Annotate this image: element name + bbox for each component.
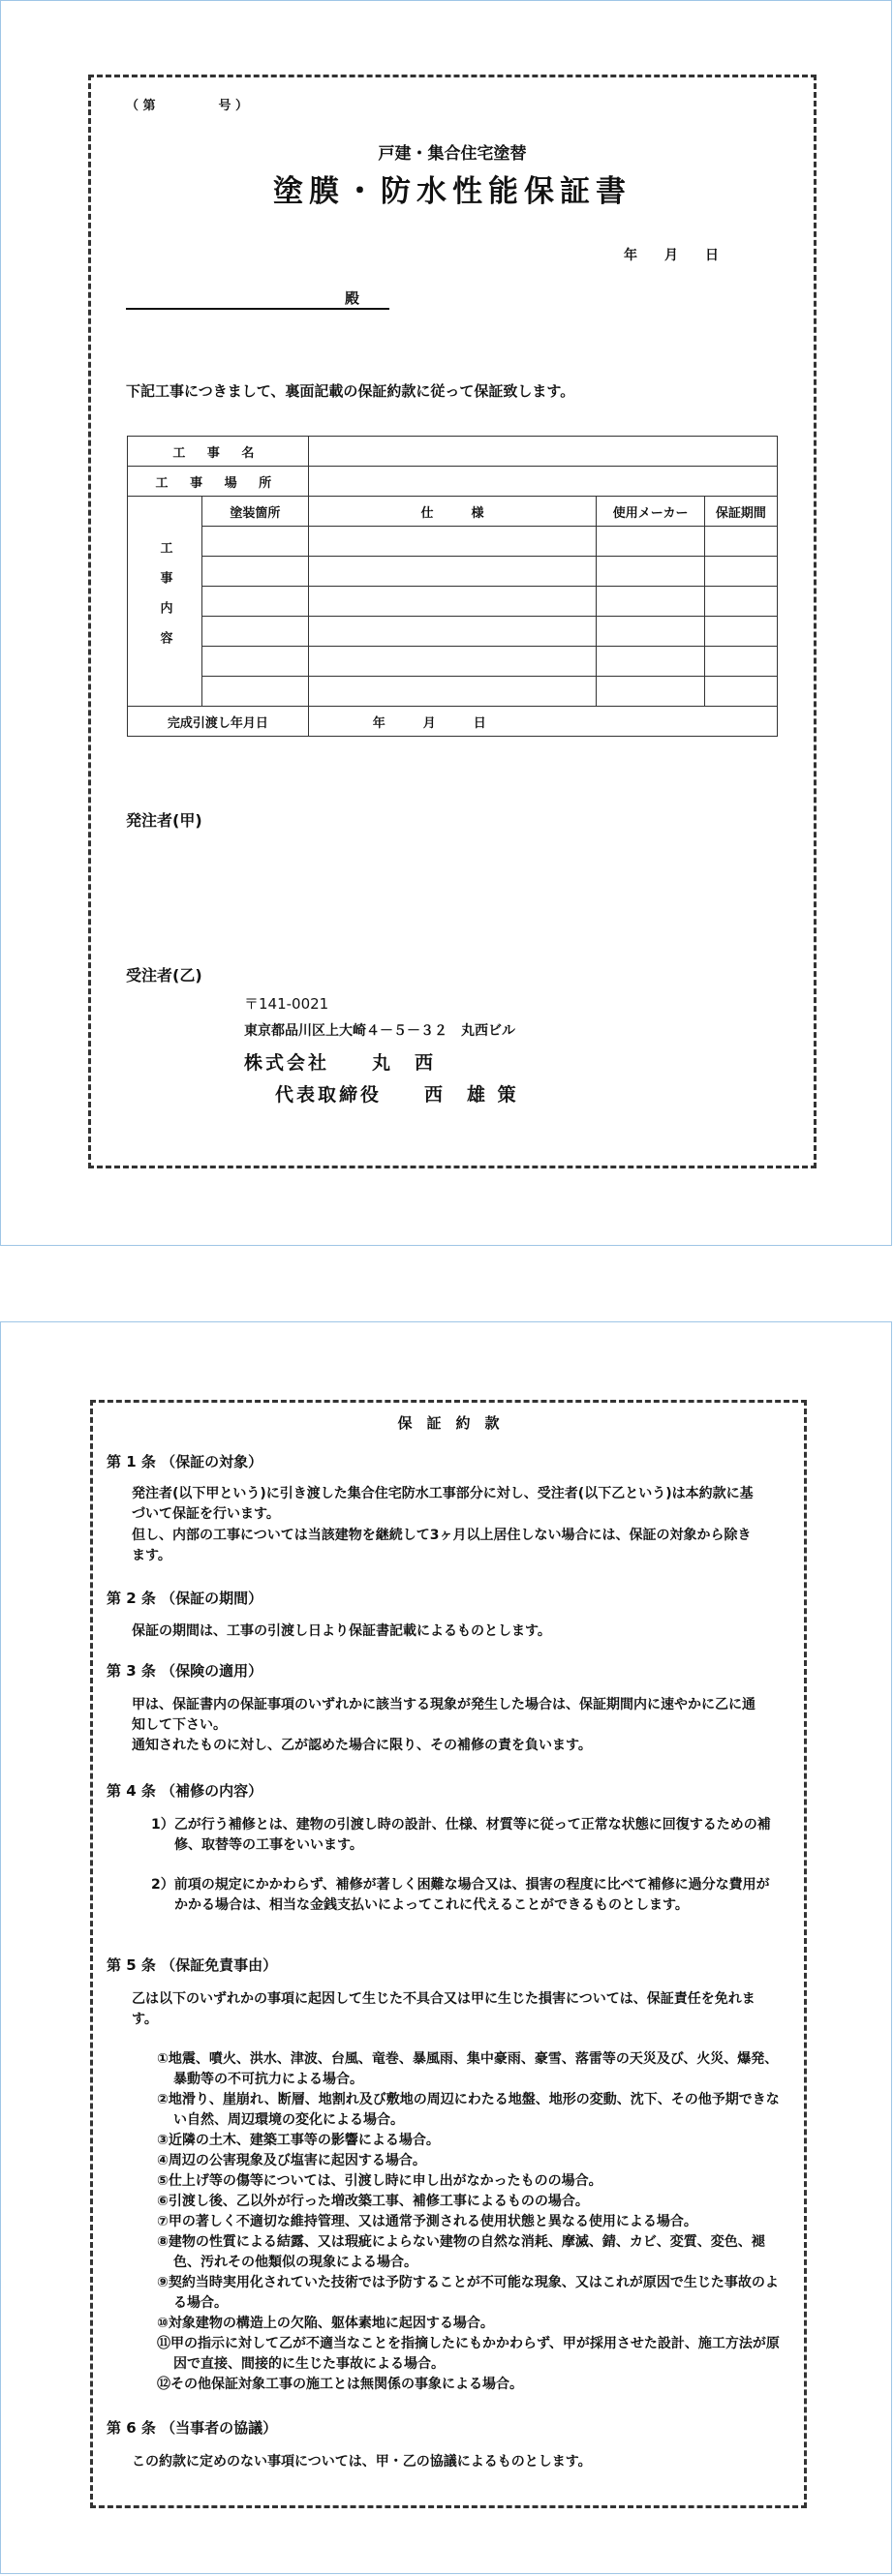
warranty-certificate-page	[0, 0, 892, 1246]
project-location-label: 工 事 場 所	[128, 467, 309, 497]
article-5-item-8: ⑧建物の性質による結露、又は瑕疵によらない建物の自然な消耗、摩滅、錆、カビ、変質、変色、褪色、汚れその他類似の現象による場合。	[157, 2234, 765, 2270]
article-5-item-9: ⑨契約当時実用化されていた技術では予防することが不可能な現象、又はこれが原因で生じた事故のよる場合。	[157, 2275, 779, 2311]
company-address: 東京都品川区上大崎４－５－３２ 丸西ビル	[244, 1023, 515, 1039]
company-name: 株式会社 丸 西	[244, 1052, 437, 1074]
article-5-item-10: ⑩対象建物の構造上の欠陥、躯体素地に起因する場合。	[157, 2316, 494, 2331]
certificate-number: （ 第 号 ）	[126, 99, 249, 113]
article-5-item-4: ④周辺の公害現象及び塩害に起因する場合。	[157, 2153, 426, 2168]
addressee-line	[126, 308, 389, 310]
article-1-para-1: 発注者(以下甲という)に引き渡した集合住宅防水工事部分に対し、受注者(以下乙という)は本約款に基づいて保証を行います。	[132, 1486, 754, 1522]
project-location-field	[308, 467, 777, 497]
postal-code: 〒141-0021	[244, 995, 329, 1013]
article-5-item-5: ⑤仕上げ等の傷等については、引渡し時に申し出がなかったものの場合。	[157, 2173, 602, 2189]
article-5-item-11: ⑪甲の指示に対して乙が不適当なことを指摘したにもかかわらず、甲が採用させた設計、施工方法が原因で直接、間接的に生じた事故による場合。	[157, 2336, 780, 2372]
article-5-item-1: ①地震、噴火、洪水、津波、台風、竜巻、暴風雨、集中豪雨、豪雪、落雷等の天災及び、火災、爆発、暴動等の不可抗力による場合。	[157, 2051, 779, 2087]
representative-name: 代表取締役 西 雄 策	[275, 1084, 519, 1106]
article-5-item-2: ②地滑り、崖崩れ、断層、地割れ及び敷地の周辺にわたる地盤、地形の変動、沈下、その他予期できない自然、周辺環境の変化による場合。	[157, 2092, 780, 2128]
project-name-field	[308, 437, 777, 467]
article-3-heading: 第 3 条 （保険の適用）	[107, 1662, 263, 1680]
header-paint-area: 塗装箇所	[202, 497, 309, 527]
article-1-heading: 第 1 条 （保証の対象）	[107, 1453, 263, 1470]
terms-title: 保 証 約 款	[397, 1414, 500, 1432]
certificate-subtitle: 戸建・集合住宅塗替	[378, 144, 527, 164]
certificate-title: 塗膜・防水性能保証書	[273, 174, 632, 209]
header-specification: 仕 様	[308, 497, 597, 527]
article-5-item-6: ⑥引渡し後、乙以外が行った増改築工事、補修工事によるものの場合。	[157, 2194, 589, 2209]
article-4-item-2: 2）前項の規定にかかわらず、補修が著しく困難な場合又は、損害の程度に比べて補修に過分な費用がかかる場合は、相当な金銭支払いによってこれに代えることができるものとします。	[151, 1877, 770, 1913]
table-row	[128, 587, 778, 617]
dashed-frame	[88, 75, 817, 1168]
project-name-label: 工 事 名	[128, 437, 309, 467]
article-5-item-7: ⑦甲の著しく不適切な維持管理、又は通常予測される使用状態と異なる使用による場合。	[157, 2214, 697, 2229]
table-row	[128, 647, 778, 677]
article-2-para-1: 保証の期間は、工事の引渡し日より保証書記載によるものとします。	[132, 1623, 551, 1639]
issue-date: 年 月 日	[624, 248, 719, 263]
article-5-heading: 第 5 条 （保証免責事由）	[107, 1956, 278, 1974]
work-content-label: 工事内容	[128, 497, 202, 707]
article-4-item-1: 1）乙が行う補修とは、建物の引渡し時の設計、仕様、材質等に従って正常な状態に回復するための補修、取替等の工事をいいます。	[151, 1817, 771, 1853]
article-3-para-1: 甲は、保証書内の保証事項のいずれかに該当する現象が発生した場合は、保証期間内に速やかに乙に通知して下さい。	[132, 1697, 755, 1733]
article-1-para-2: 但し、内部の工事については当該建物を継続して3ヶ月以上居住しない場合には、保証の対象から除きます。	[132, 1528, 752, 1563]
header-warranty-period: 保証期間	[704, 497, 777, 527]
addressee-suffix: 殿	[345, 289, 360, 307]
project-table	[127, 436, 778, 737]
article-5-item-3: ③近隣の土木、建築工事等の影響による場合。	[157, 2133, 440, 2148]
warranty-terms-page	[0, 1321, 892, 2574]
contractor-label: 受注者(乙)	[126, 966, 202, 985]
article-5-para-1: 乙は以下のいずれかの事項に起因して生じた不具合又は甲に生じた損害については、保証責任を免れます。	[132, 1991, 755, 2027]
table-row	[128, 617, 778, 647]
article-2-heading: 第 2 条 （保証の期間）	[107, 1590, 263, 1607]
table-row	[128, 677, 778, 707]
intro-text: 下記工事につきまして、裏面記載の保証約款に従って保証致します。	[126, 382, 575, 400]
header-manufacturer: 使用メーカー	[597, 497, 704, 527]
completion-date-value: 年 月 日	[308, 707, 777, 737]
article-4-heading: 第 4 条 （補修の内容）	[107, 1782, 263, 1800]
dashed-frame	[90, 1400, 807, 2508]
article-3-para-2: 通知されたものに対し、乙が認めた場合に限り、その補修の責を負います。	[132, 1738, 592, 1753]
article-6-heading: 第 6 条 （当事者の協議）	[107, 2419, 278, 2437]
table-row	[128, 557, 778, 587]
article-5-item-12: ⑫その他保証対象工事の施工とは無関係の事象による場合。	[157, 2377, 523, 2392]
article-6-para-1: この約款に定めのない事項については、甲・乙の協議によるものとします。	[132, 2454, 592, 2470]
table-row	[128, 527, 778, 557]
client-label: 発注者(甲)	[126, 811, 202, 830]
completion-date-label: 完成引渡し年月日	[128, 707, 309, 737]
